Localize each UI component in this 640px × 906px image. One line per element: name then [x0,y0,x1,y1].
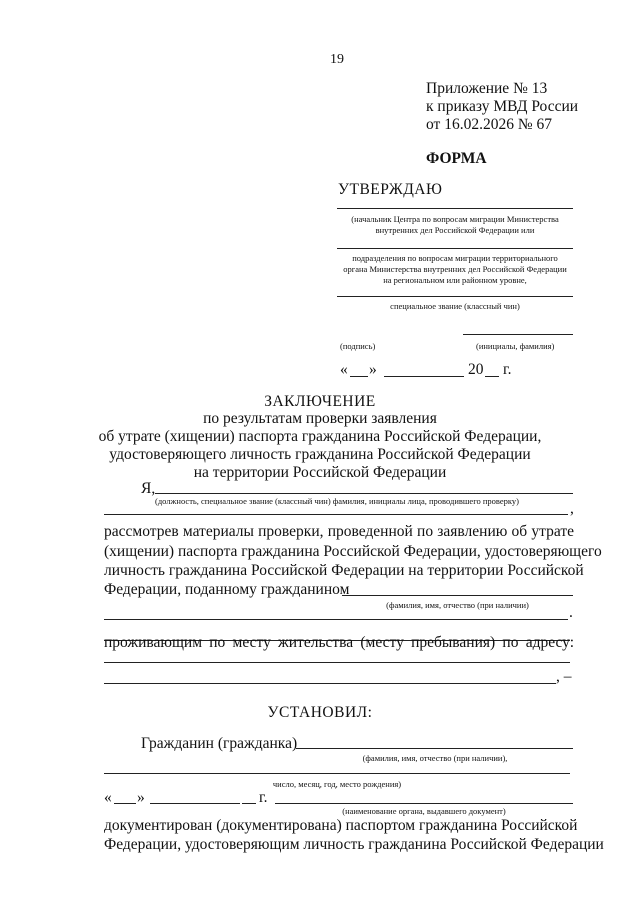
approve-date-close: » [369,361,377,378]
issue-day-line [114,803,136,804]
applicant-line-2 [104,619,568,620]
paragraph-1-line-1: рассмотрев материалы проверки, проведенной по заявлению об утрате [104,523,574,540]
address-line-1 [104,662,570,663]
address-line-2 [104,683,556,684]
approve-month-line [384,376,464,377]
approve-date-open: « [340,361,348,378]
approve-caption-2a: подразделения по вопросам миграции территориального [352,253,558,263]
inspector-comma: , [570,500,574,517]
issue-year-line [242,803,256,804]
approve-caption-2c: на региональном или районном уровне, [383,275,527,285]
appendix-line-3: от 16.02.2026 № 67 [426,116,552,133]
applicant-name-caption: (фамилия, имя, отчество (при наличии) [386,600,529,610]
appendix-line-2: к приказу МВД России [426,98,579,115]
paragraph-1-line-2: (хищении) паспорта гражданина Российской Федерации, удостоверяющего [104,543,602,560]
name-caption: (инициалы, фамилия) [476,341,555,351]
issue-year-suffix: г. [259,789,268,806]
appendix-line-1: Приложение № 13 [426,80,548,97]
approve-caption-2b: органа Министерства внутренних дел Российской Федерации [343,264,567,274]
paragraph-1-line-3: личность гражданина Российской Федерации на территории Российской [104,562,584,579]
birth-caption: число, месяц, год, место рождения) [272,779,402,789]
citizen-label: Гражданин (гражданка) [141,735,298,752]
signature-caption: (подпись) [340,341,376,351]
conclusion-sub-2: об утрате (хищении) паспорта гражданина Российской Федерации, [98,428,542,445]
inspector-caption: (должность, специальное звание (классный чин) фамилия, инициалы лица, проводившего проверку) [155,496,519,506]
applicant-dot: . [569,604,573,621]
approve-title: УТВЕРЖДАЮ [338,181,443,198]
issuer-line [275,803,573,804]
applicant-name-line [342,595,573,596]
established-title: УСТАНОВИЛ: [267,704,373,721]
citizen-name-line [296,748,573,749]
document-line-2: Федерации, удостоверяющим личность гражданина Российской Федерации [104,836,604,853]
conclusion-sub-1: по результатам проверки заявления [203,410,437,427]
conclusion-sub-4: на территории Российской Федерации [193,464,447,481]
approver-name-line [463,334,573,335]
conclusion-sub-3: удостоверяющего личность гражданина Российской Федерации [109,446,531,463]
approver-position-line [337,208,573,209]
paragraph-1-line-4: Федерации, поданному гражданином [104,581,350,598]
approve-year-line [485,376,499,377]
citizen-name-caption: (фамилия, имя, отчество (при наличии), [362,753,508,763]
birth-line [104,773,570,774]
approver-unit-line [337,248,573,249]
approve-day-line [350,376,368,377]
inspector-line [155,493,573,494]
approve-caption-1b: внутренних дел Российской Федерации или [375,225,535,235]
inspector-line-2 [104,514,568,515]
i-label: Я, [141,480,156,497]
approve-year-suffix: г. [503,361,512,378]
approve-year-prefix: 20 [468,361,484,378]
document-line-1: документирован (документирована) паспортом гражданина Российской [104,817,578,834]
issue-month-line [150,803,240,804]
approve-caption-3: специальное звание (классный чин) [390,301,520,311]
issuer-caption: (наименование органа, выдавшего документ) [342,806,506,816]
approver-rank-line [337,296,573,297]
approve-caption-1a: (начальник Центра по вопросам миграции Министерства [351,214,559,224]
address-comma-dash: , – [556,668,572,685]
issue-date-open: « [104,789,112,806]
form-label: ФОРМА [426,150,487,167]
conclusion-title: ЗАКЛЮЧЕНИЕ [264,393,376,410]
residing-text: проживающим по месту жительства (месту пребывания) по адресу: [104,634,574,651]
page-number: 19 [330,52,344,67]
issue-date-close: » [137,789,145,806]
